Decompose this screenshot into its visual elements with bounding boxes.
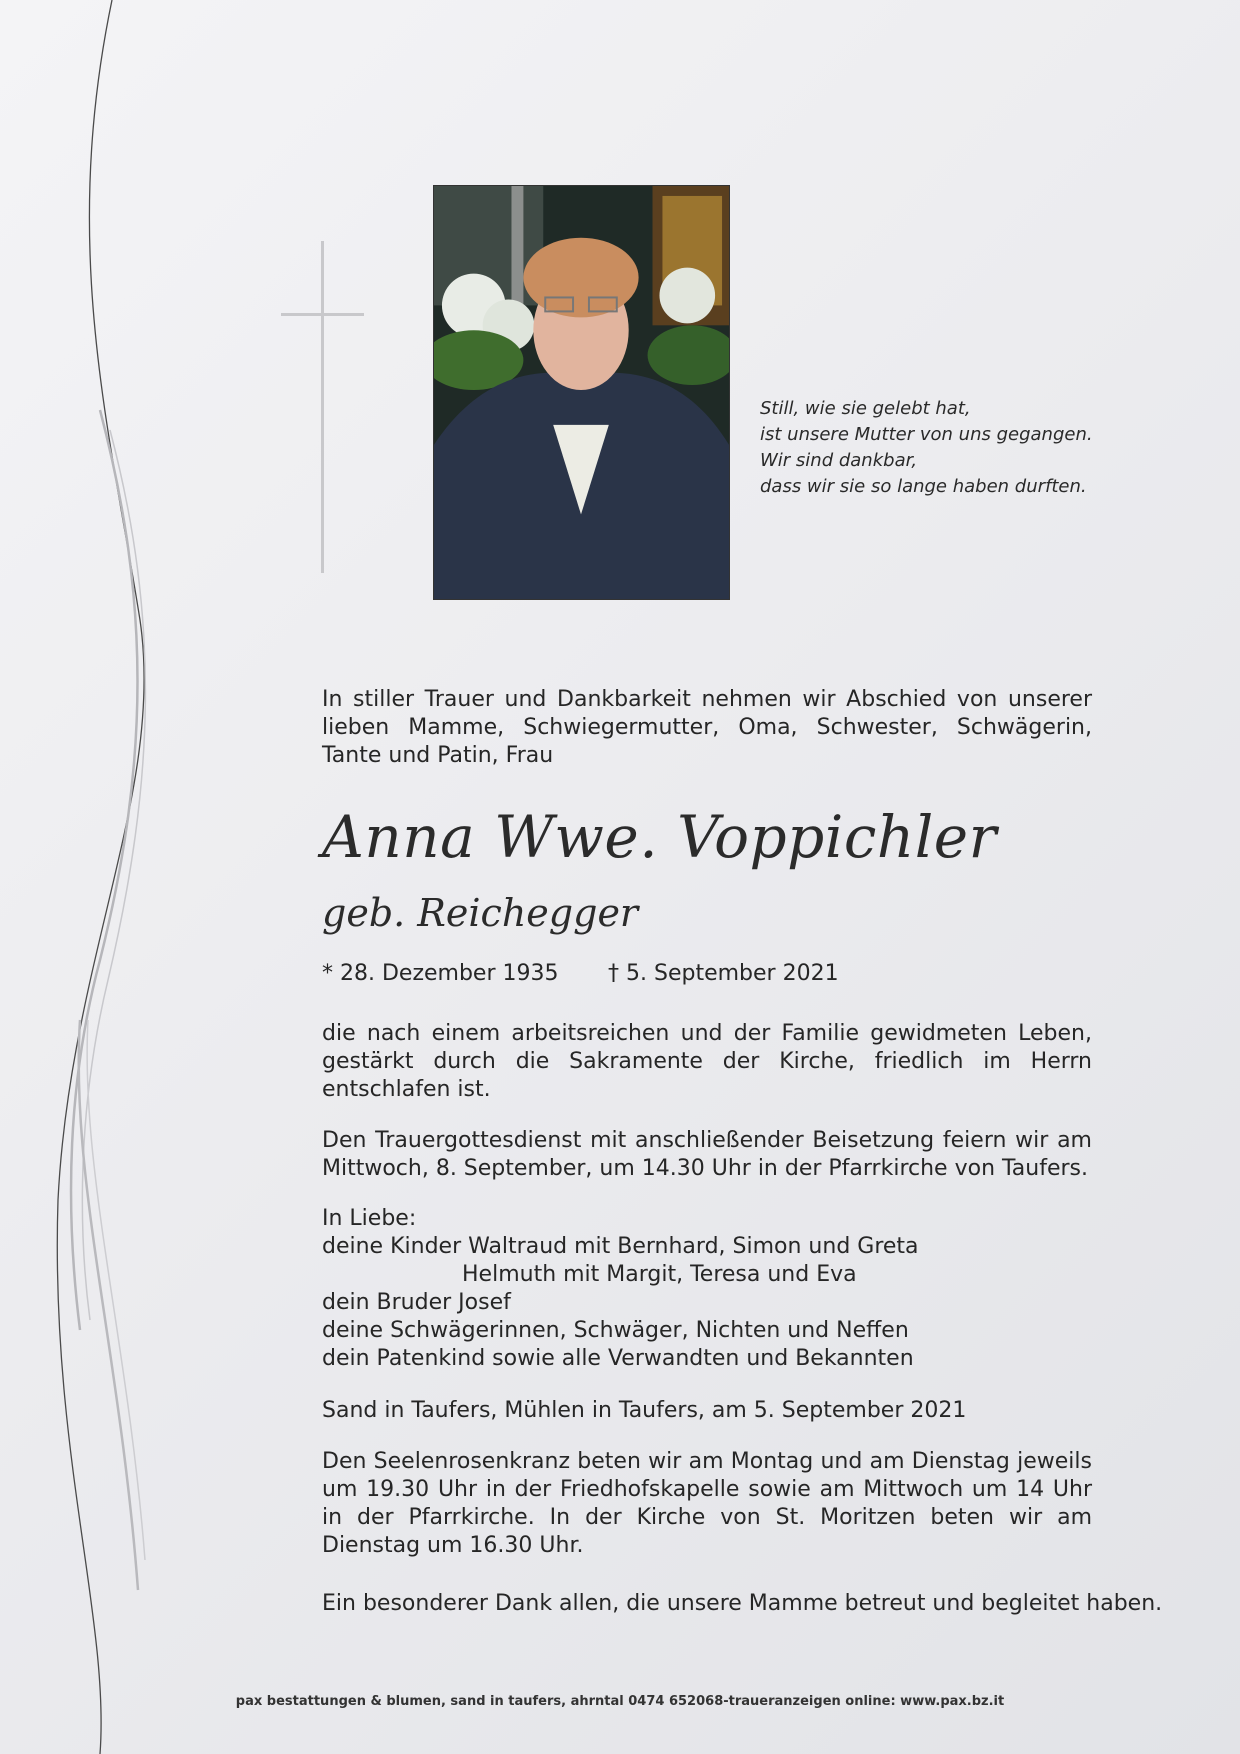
memorial-quote [760, 396, 1093, 500]
family-line: dein Patenkind sowie alle Verwandten und Bekannten [322, 1346, 914, 1371]
quote-line: Wir sind dankbar, [760, 450, 918, 471]
family-line: deine Schwägerinnen, Schwäger, Nichten und Neffen [322, 1318, 909, 1343]
family-line: In Liebe: [322, 1206, 417, 1231]
portrait-photo [433, 185, 730, 600]
family-line: dein Bruder Josef [322, 1290, 511, 1315]
deceased-name: Anna Wwe. Voppichler [322, 803, 997, 871]
rosary-paragraph: Den Seelenrosenkranz beten wir am Montag und am Dienstag jeweils um 19.30 Uhr in der Friedhofskapelle sowie am Mittwoch um 14 Uhr in der Pfarrkirche. In der Kirche von St. Moritzen beten wir am Dienstag um 16.30 Uhr. [322, 1449, 1092, 1558]
quote-line: ist unsere Mutter von uns gegangen. [760, 424, 1093, 445]
family-list [322, 1205, 1092, 1373]
place-and-date: Sand in Taufers, Mühlen in Taufers, am 5. September 2021 [322, 1398, 967, 1423]
passing-paragraph: die nach einem arbeitsreichen und der Familie gewidmeten Leben, gestärkt durch die Sakramente der Kirche, friedlich im Herrn entschlafen ist. [322, 1021, 1092, 1102]
life-dates [322, 960, 1092, 990]
family-line: Helmuth mit Margit, Teresa und Eva [462, 1262, 857, 1287]
intro-text: In stiller Trauer und Dankbarkeit nehmen wir Abschied von unserer lieben Mamme, Schwiegermutter, Oma, Schwester, Schwägerin, Tante und Patin, Frau [322, 687, 1092, 768]
thanks-paragraph: Ein besonderer Dank allen, die unsere Mamme betreut und begleitet haben. [322, 1591, 1163, 1616]
funeral-service-paragraph: Den Trauergottesdienst mit anschließender Beisetzung feiern wir am Mittwoch, 8. September, um 14.30 Uhr in der Pfarrkirche von Taufers. [322, 1128, 1092, 1181]
family-line: deine Kinder Waltraud mit Bernhard, Simon und Greta [322, 1234, 919, 1259]
cross-icon-vertical-bar [321, 241, 324, 573]
quote-line: dass wir sie so lange haben durften. [760, 476, 1087, 497]
death-date: † 5. September 2021 [608, 961, 839, 986]
maiden-name: geb. Reichegger [322, 891, 639, 935]
footer-contact: pax bestattungen & blumen, sand in taufers, ahrntal 0474 652068-traueranzeigen online: www.pax.bz.it [235, 1694, 1005, 1709]
decorative-wave-lines [0, 0, 200, 1754]
cross-icon-horizontal-bar [281, 313, 364, 316]
birth-date: * 28. Dezember 1935 [322, 961, 559, 986]
quote-line: Still, wie sie gelebt hat, [760, 398, 971, 419]
